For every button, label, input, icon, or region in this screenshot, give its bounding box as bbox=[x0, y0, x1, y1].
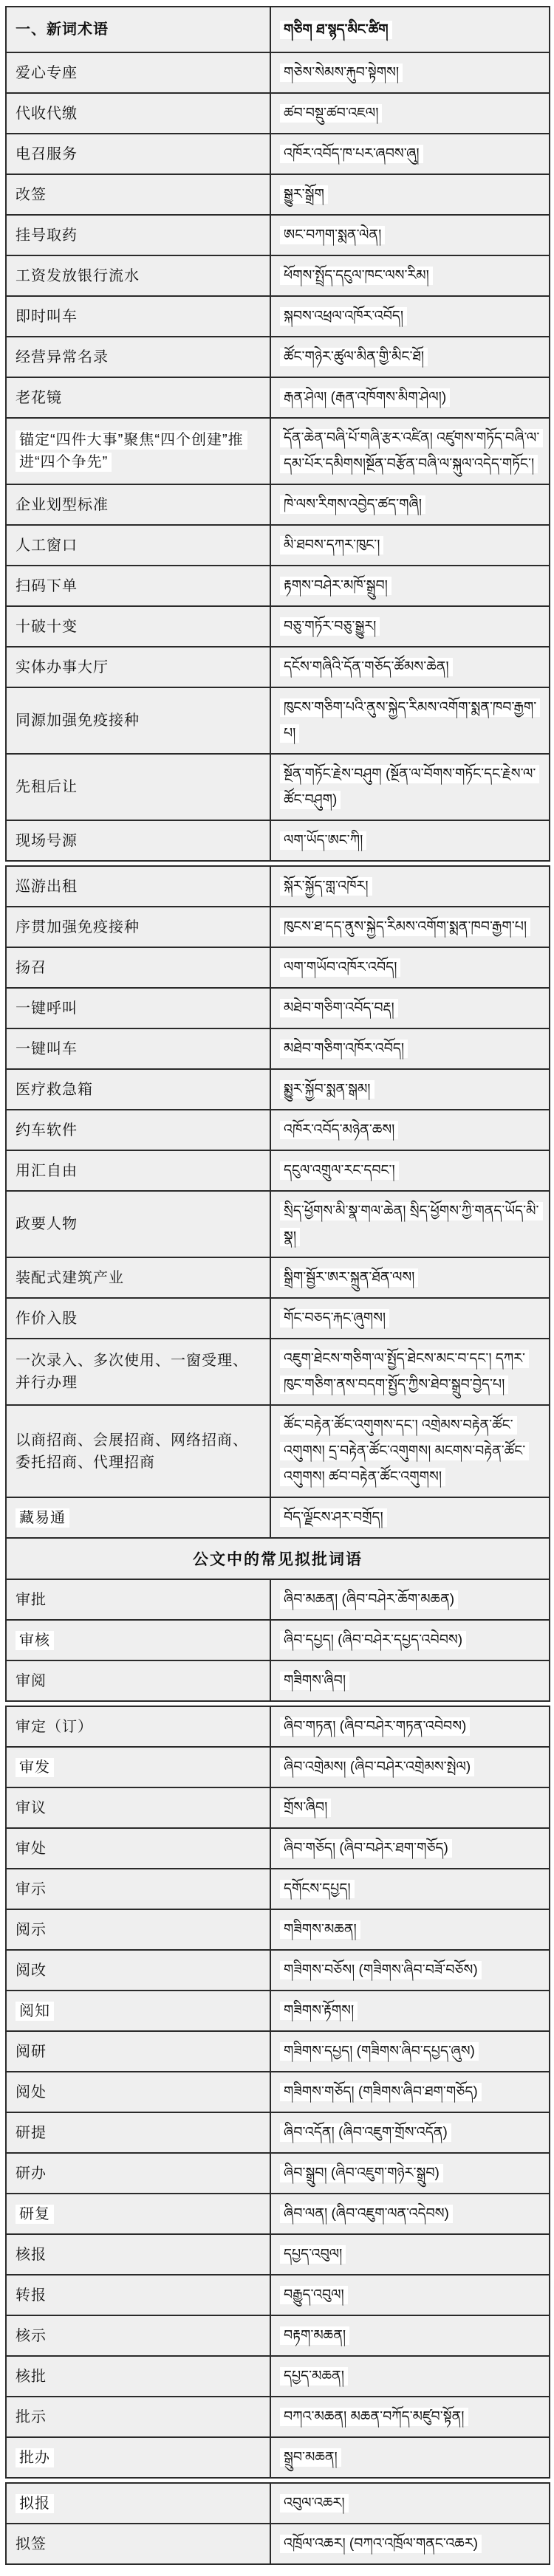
table-row bbox=[6, 1869, 550, 1909]
term-cell-chinese bbox=[6, 1909, 270, 1950]
table-row bbox=[6, 687, 550, 754]
term-cell-tibetan bbox=[270, 2234, 550, 2275]
glossary-table-draft-approval-terms bbox=[5, 1706, 550, 2479]
table-row bbox=[6, 1257, 550, 1298]
term-cell-tibetan bbox=[270, 1069, 550, 1110]
chinese-term: 批办 bbox=[16, 2448, 54, 2467]
chinese-term: 工资发放银行流水 bbox=[16, 267, 140, 284]
tibetan-translation: ཁེ་ལས་རིགས་འབྱེད་ཚད་གཞི། bbox=[280, 495, 425, 514]
term-cell-tibetan bbox=[270, 1339, 550, 1405]
term-cell-chinese bbox=[6, 2153, 270, 2194]
chinese-term: 序贯加强免疫接种 bbox=[16, 918, 140, 935]
tibetan-translation: ལག་ཡོད་ཨང་ཀི། bbox=[280, 831, 366, 850]
table-row bbox=[6, 134, 550, 174]
term-cell-tibetan bbox=[270, 1257, 550, 1298]
tibetan-translation: དངུལ་འགྲུལ་རང་དབང་། bbox=[280, 1161, 399, 1180]
chinese-term: 审示 bbox=[16, 1881, 47, 1897]
table-row bbox=[6, 525, 550, 566]
tibetan-translation: དགོངས་དཔྱད། bbox=[280, 1880, 355, 1898]
tibetan-translation: འཁོར་འབོད་མཉེན་ཆས། bbox=[280, 1121, 398, 1139]
term-cell-tibetan bbox=[270, 1028, 550, 1069]
tibetan-translation: གཟིགས་གཅོད། (གཟིགས་ཞིབ་ཐག་གཅོད) bbox=[280, 2083, 482, 2101]
term-cell-tibetan bbox=[270, 1298, 550, 1339]
chinese-term: 先租后让 bbox=[16, 779, 78, 795]
chinese-term: 审核 bbox=[16, 1631, 54, 1650]
table-row bbox=[6, 2153, 550, 2194]
table-row bbox=[6, 1747, 550, 1787]
header-cell-chinese bbox=[6, 7, 270, 52]
chinese-term: 企业划型标准 bbox=[16, 496, 109, 513]
term-cell-chinese bbox=[6, 2112, 270, 2153]
tibetan-translation: གཅེས་སེམས་རྐུབ་སྟེགས། bbox=[280, 63, 403, 82]
column-title-tibetan: གཅིག ཐ་སྙད་མིང་ཚིག bbox=[280, 21, 392, 39]
term-cell-tibetan bbox=[270, 418, 550, 484]
table-row bbox=[6, 1991, 550, 2031]
term-cell-chinese bbox=[6, 484, 270, 525]
tibetan-translation: གཟིགས་ཞིབ། bbox=[280, 1672, 349, 1690]
term-cell-tibetan bbox=[270, 2524, 550, 2564]
term-cell-chinese bbox=[6, 2275, 270, 2315]
tibetan-translation: གཟིགས་དཔྱད། (གཟིགས་ཞིབ་དཔྱད་ཞུས) bbox=[280, 2042, 479, 2061]
tibetan-translation: སྒྲིག་སྦྱོར་ཨར་སྐྲུན་ཐོན་ལས། bbox=[280, 1268, 418, 1287]
tibetan-translation: ཞིབ་མཆན། (ཞིབ་བཤེར་ཆོག་མཆན) bbox=[280, 1590, 458, 1609]
term-cell-chinese bbox=[6, 1747, 270, 1787]
term-cell-chinese bbox=[6, 2483, 270, 2524]
term-cell-chinese bbox=[6, 866, 270, 907]
table-row bbox=[6, 947, 550, 988]
table-row bbox=[6, 52, 550, 93]
tibetan-translation: ཞིབ་སྒྲུབ། (ཞིབ་འཇུག་གཉེར་སྒྲུབ) bbox=[280, 2164, 443, 2182]
glossary-tables bbox=[5, 6, 550, 2565]
tibetan-translation: བརྟག་མཆན། bbox=[280, 2326, 349, 2345]
term-cell-tibetan bbox=[270, 1660, 550, 1701]
term-cell-chinese bbox=[6, 1405, 270, 1497]
term-cell-chinese bbox=[6, 525, 270, 566]
term-cell-chinese bbox=[6, 1787, 270, 1828]
tibetan-translation: སྨྱུར་སྐྱོབ་སྨན་སྒམ། bbox=[280, 1080, 375, 1099]
term-cell-tibetan bbox=[270, 1110, 550, 1150]
chinese-term: 核报 bbox=[16, 2246, 47, 2263]
chinese-term: 阅研 bbox=[16, 2043, 47, 2060]
chinese-term: 锚定“四件大事”聚焦“四个创建”推进“四个争先” bbox=[16, 430, 247, 472]
chinese-term: 审阅 bbox=[16, 1672, 47, 1689]
term-cell-tibetan bbox=[270, 93, 550, 134]
table-row bbox=[6, 1298, 550, 1339]
term-cell-tibetan bbox=[270, 606, 550, 647]
table-row bbox=[6, 2072, 550, 2112]
table-row bbox=[6, 1828, 550, 1869]
column-title-chinese: 一、新词术语 bbox=[16, 21, 109, 38]
term-cell-chinese bbox=[6, 1069, 270, 1110]
term-cell-chinese bbox=[6, 93, 270, 134]
term-cell-chinese bbox=[6, 2315, 270, 2356]
tibetan-translation: ལག་གཡོབ་འཁོར་འབོད། bbox=[280, 958, 400, 977]
term-cell-chinese bbox=[6, 2234, 270, 2275]
chinese-term: 即时叫车 bbox=[16, 308, 78, 325]
chinese-term: 同源加强免疫接种 bbox=[16, 712, 140, 729]
chinese-term: 研办 bbox=[16, 2165, 47, 2182]
term-cell-chinese bbox=[6, 1950, 270, 1991]
tibetan-translation: མི་ཐབས་དཀར་ཁུང་། bbox=[280, 536, 383, 554]
section-title: 公文中的常见拟批词语 bbox=[193, 1551, 363, 1568]
term-cell-chinese bbox=[6, 2524, 270, 2564]
term-cell-chinese bbox=[6, 566, 270, 606]
table-row bbox=[6, 2524, 550, 2564]
term-cell-chinese bbox=[6, 1991, 270, 2031]
table-row bbox=[6, 484, 550, 525]
term-cell-chinese bbox=[6, 1828, 270, 1869]
table-row bbox=[6, 1069, 550, 1110]
tibetan-translation: ཨང་བཀག་སྨན་ལེན། bbox=[280, 226, 385, 244]
term-cell-tibetan bbox=[270, 525, 550, 566]
chinese-term: 一键呼叫 bbox=[16, 1000, 78, 1017]
term-cell-chinese bbox=[6, 255, 270, 296]
table-row bbox=[6, 1950, 550, 1991]
chinese-term: 转报 bbox=[16, 2287, 47, 2304]
table-row bbox=[6, 866, 550, 907]
tibetan-translation: འཇུག་ཐེངས་གཅིག་ལ་སྤྱོད་ཐེངས་མང་བ་དང་། དཀར་ཁུང་གཅིག་ནས་བདག་སྤྱོད་ཀྱིས་ཐེབ་སྒྲུབ་བྱེད་པ། bbox=[280, 1350, 529, 1394]
term-cell-tibetan bbox=[270, 1706, 550, 1747]
term-cell-tibetan bbox=[270, 2031, 550, 2072]
section-header-row bbox=[6, 1538, 550, 1579]
chinese-term: 经营异常名录 bbox=[16, 348, 109, 365]
chinese-term: 审批 bbox=[16, 1591, 47, 1608]
chinese-term: 审议 bbox=[16, 1799, 47, 1816]
term-cell-tibetan bbox=[270, 2356, 550, 2397]
term-cell-tibetan bbox=[270, 2072, 550, 2112]
tibetan-translation: དཔྱད་མཆན། bbox=[280, 2367, 348, 2386]
table-row bbox=[6, 907, 550, 947]
tibetan-translation: ཞིབ་ལན། (ཞིབ་འཇུག་ལན་འདེབས) bbox=[280, 2205, 453, 2223]
term-cell-chinese bbox=[6, 988, 270, 1028]
table-row bbox=[6, 93, 550, 134]
term-cell-tibetan bbox=[270, 1869, 550, 1909]
term-cell-tibetan bbox=[270, 337, 550, 377]
chinese-term: 审定（订） bbox=[16, 1718, 93, 1735]
table-row bbox=[6, 988, 550, 1028]
tibetan-translation: གྲོས་ཞིབ། bbox=[280, 1799, 331, 1817]
term-cell-chinese bbox=[6, 1497, 270, 1538]
tibetan-translation: བརྒྱུད་འབུལ། bbox=[280, 2286, 348, 2304]
term-cell-chinese bbox=[6, 418, 270, 484]
tibetan-translation: སྐབས་འཕྲལ་འཁོར་འབོད། bbox=[280, 307, 407, 326]
chinese-term: 爱心专座 bbox=[16, 64, 78, 81]
term-cell-tibetan bbox=[270, 2153, 550, 2194]
term-cell-tibetan bbox=[270, 988, 550, 1028]
table-row bbox=[6, 1909, 550, 1950]
tibetan-translation: དཔྱད་འབུལ། bbox=[280, 2245, 346, 2264]
chinese-term: 拟报 bbox=[16, 2494, 54, 2513]
term-cell-tibetan bbox=[270, 1497, 550, 1538]
term-cell-chinese bbox=[6, 1028, 270, 1069]
tibetan-translation: འཁོར་འབོད་ཁ་པར་ཞབས་ཞུ། bbox=[280, 145, 423, 163]
term-cell-chinese bbox=[6, 1620, 270, 1660]
term-cell-tibetan bbox=[270, 2194, 550, 2234]
term-cell-tibetan bbox=[270, 820, 550, 861]
chinese-term: 以商招商、会展招商、网络招商、委托招商、代理招商 bbox=[16, 1432, 248, 1471]
table-row bbox=[6, 1028, 550, 1069]
term-cell-tibetan bbox=[270, 134, 550, 174]
table-row bbox=[6, 1787, 550, 1828]
tibetan-translation: གཟིགས་རྟོགས། bbox=[280, 2002, 358, 2020]
chinese-term: 核批 bbox=[16, 2368, 47, 2385]
term-cell-chinese bbox=[6, 1257, 270, 1298]
term-cell-tibetan bbox=[270, 2112, 550, 2153]
term-cell-tibetan bbox=[270, 647, 550, 687]
chinese-term: 研提 bbox=[16, 2124, 47, 2141]
term-cell-tibetan bbox=[270, 1787, 550, 1828]
term-cell-tibetan bbox=[270, 2397, 550, 2437]
tibetan-translation: འཁྲོལ་འཆར། (བཀའ་འཁྲོལ་གནང་འཆར) bbox=[280, 2535, 482, 2553]
table-row bbox=[6, 1150, 550, 1191]
table-row bbox=[6, 1620, 550, 1660]
tibetan-translation: གཟིགས་མཆན། bbox=[280, 1920, 360, 1939]
chinese-term: 藏易通 bbox=[16, 1508, 69, 1528]
term-cell-tibetan bbox=[270, 566, 550, 606]
term-cell-chinese bbox=[6, 754, 270, 820]
chinese-term: 现场号源 bbox=[16, 832, 78, 849]
tibetan-translation: ཞིབ་གཏན། (ཞིབ་བཤེར་གཏན་འབེབས) bbox=[280, 1717, 470, 1736]
tibetan-translation: སྒྲུབ་མཆན། bbox=[280, 2448, 341, 2467]
term-cell-chinese bbox=[6, 647, 270, 687]
tibetan-translation: སྔོན་གཏོང་རྗེས་བཤུག (སྔོན་ལ་བོགས་གཏོང་དང་རྗེས་ལ་ཚོང་བཤུག) bbox=[280, 765, 539, 809]
term-cell-chinese bbox=[6, 907, 270, 947]
term-cell-chinese bbox=[6, 687, 270, 754]
term-cell-chinese bbox=[6, 820, 270, 861]
tibetan-translation: གཟིགས་བཅོས། (གཟིགས་ཞིབ་བཟོ་བཅོས) bbox=[280, 1961, 482, 1979]
term-cell-chinese bbox=[6, 2397, 270, 2437]
table-row bbox=[6, 1660, 550, 1701]
tibetan-translation: གོང་བཅད་རྐང་ཞུགས། bbox=[280, 1309, 389, 1328]
term-cell-chinese bbox=[6, 1579, 270, 1620]
term-cell-tibetan bbox=[270, 1620, 550, 1660]
chinese-term: 作价入股 bbox=[16, 1310, 78, 1327]
term-cell-tibetan bbox=[270, 754, 550, 820]
term-cell-tibetan bbox=[270, 296, 550, 337]
term-cell-chinese bbox=[6, 1706, 270, 1747]
term-cell-tibetan bbox=[270, 1405, 550, 1497]
term-cell-chinese bbox=[6, 2031, 270, 2072]
term-cell-chinese bbox=[6, 296, 270, 337]
column-header-row bbox=[6, 7, 550, 52]
chinese-term: 医疗救急箱 bbox=[16, 1081, 93, 1098]
tibetan-translation: ཚོང་བརྟེན་ཚོང་འགུགས་དང་། འགྲེམས་བརྟེན་ཚོང་འགུགས། དྲ་བརྟེན་ཚོང་འགུགས། མངགས་བརྟེན་ཚོང་འགུགས། ཚབ་བརྟེན་ཚོང་འགུགས། bbox=[280, 1416, 529, 1486]
term-cell-tibetan bbox=[270, 215, 550, 255]
table-row bbox=[6, 255, 550, 296]
chinese-term: 实体办事大厅 bbox=[16, 659, 109, 676]
tibetan-translation: འབུལ་འཆར། bbox=[280, 2494, 349, 2513]
table-row bbox=[6, 1191, 550, 1257]
chinese-term: 拟签 bbox=[16, 2535, 47, 2552]
table-row bbox=[6, 1706, 550, 1747]
table-row bbox=[6, 754, 550, 820]
chinese-term: 老花镜 bbox=[16, 389, 62, 406]
term-cell-tibetan bbox=[270, 1747, 550, 1787]
chinese-term: 批示 bbox=[16, 2408, 47, 2425]
table-row bbox=[6, 174, 550, 215]
tibetan-translation: སྐོར་སྐྱོད་གླ་འཁོར། bbox=[280, 877, 372, 896]
chinese-term: 政要人物 bbox=[16, 1216, 78, 1232]
chinese-term: 一次录入、多次使用、一窗受理、并行办理 bbox=[16, 1353, 248, 1391]
term-cell-chinese bbox=[6, 2356, 270, 2397]
table-row bbox=[6, 215, 550, 255]
term-cell-chinese bbox=[6, 606, 270, 647]
term-cell-tibetan bbox=[270, 1579, 550, 1620]
chinese-term: 阅改 bbox=[16, 1962, 47, 1979]
tibetan-translation: བོད་ལྗོངས་ཤར་བགྲོད། bbox=[280, 1508, 387, 1527]
term-cell-chinese bbox=[6, 1298, 270, 1339]
table-row bbox=[6, 2234, 550, 2275]
tibetan-translation: དངོས་གཞིའི་དོན་གཅོད་ཚོམས་ཆེན། bbox=[280, 658, 453, 676]
tibetan-translation: ཁུངས་གཅིག་པའི་ནུས་སྐྱེད་རིམས་འགོག་སྨན་ཁབ་རྒྱག་པ། bbox=[280, 698, 540, 743]
tibetan-translation: མཐེབ་གཅིག་འཁོར་འབོད། bbox=[280, 1040, 408, 1058]
term-cell-chinese bbox=[6, 1660, 270, 1701]
tibetan-translation: ཚབ་བསྡུ་ཚབ་འཇལ། bbox=[280, 104, 382, 123]
term-cell-chinese bbox=[6, 2072, 270, 2112]
term-cell-tibetan bbox=[270, 52, 550, 93]
tibetan-translation: ཞིབ་གཅོད། (ཞིབ་བཤེར་ཐག་གཅོད) bbox=[280, 1839, 452, 1858]
term-cell-tibetan bbox=[270, 255, 550, 296]
chinese-term: 阅处 bbox=[16, 2084, 47, 2101]
term-cell-tibetan bbox=[270, 1150, 550, 1191]
chinese-term: 人工窗口 bbox=[16, 537, 78, 554]
table-row bbox=[6, 2112, 550, 2153]
tibetan-translation: བཅུ་གཏོར་བཅུ་སྒྱུར། bbox=[280, 617, 380, 636]
term-cell-tibetan bbox=[270, 1909, 550, 1950]
table-row bbox=[6, 2275, 550, 2315]
term-cell-chinese bbox=[6, 134, 270, 174]
table-row bbox=[6, 2315, 550, 2356]
table-row bbox=[6, 337, 550, 377]
table-row bbox=[6, 2483, 550, 2524]
table-row bbox=[6, 647, 550, 687]
chinese-term: 改签 bbox=[16, 186, 47, 203]
table-row bbox=[6, 820, 550, 861]
term-cell-tibetan bbox=[270, 2275, 550, 2315]
tibetan-translation: བཀའ་མཆན། མཆན་བཀོད་མཛུབ་སྟོན། bbox=[280, 2408, 468, 2426]
table-row bbox=[6, 1405, 550, 1497]
term-cell-tibetan bbox=[270, 2315, 550, 2356]
tibetan-translation: ཁུངས་ཐ་དད་ནུས་སྐྱེད་རིམས་འགོག་སྨན་ཁབ་རྒྱག་པ། bbox=[280, 918, 530, 936]
chinese-term: 电召服务 bbox=[16, 145, 78, 162]
tibetan-translation: ཞིབ་འགྲེམས། (ཞིབ་བཤེར་འགྲེམས་སྤེལ) bbox=[280, 1758, 474, 1776]
term-cell-chinese bbox=[6, 52, 270, 93]
term-cell-tibetan bbox=[270, 907, 550, 947]
glossary-table-new-terms-part-1 bbox=[5, 6, 550, 862]
chinese-term: 扫码下单 bbox=[16, 577, 78, 594]
table-row bbox=[6, 2397, 550, 2437]
term-cell-chinese bbox=[6, 174, 270, 215]
term-cell-tibetan bbox=[270, 687, 550, 754]
table-row bbox=[6, 377, 550, 418]
term-cell-chinese bbox=[6, 215, 270, 255]
table-row bbox=[6, 296, 550, 337]
tibetan-translation: དོན་ཆེན་བཞི་པོ་གཞི་རྩར་འཛིན། འཛུགས་གཏོད་བཞི་ལ་དམ་པོར་དམིགས།སྔོན་བརྩོན་བཞི་ལ་སྐུལ་འདེད་གཏོང་། bbox=[280, 429, 543, 473]
chinese-term: 挂号取药 bbox=[16, 227, 78, 244]
term-cell-tibetan bbox=[270, 484, 550, 525]
term-cell-tibetan bbox=[270, 1950, 550, 1991]
chinese-term: 用汇自由 bbox=[16, 1162, 78, 1179]
table-row bbox=[6, 1339, 550, 1405]
term-cell-chinese bbox=[6, 337, 270, 377]
table-row bbox=[6, 2031, 550, 2072]
term-cell-tibetan bbox=[270, 1991, 550, 2031]
tibetan-translation: རྒན་ཤེལ། (རྒན་འཁོགས་མིག་ཤེལ།) bbox=[280, 388, 450, 407]
term-cell-chinese bbox=[6, 1339, 270, 1405]
chinese-term: 装配式建筑产业 bbox=[16, 1269, 124, 1286]
section-header-cell bbox=[6, 1538, 550, 1579]
chinese-term: 阅知 bbox=[16, 2002, 54, 2021]
tibetan-translation: རྟགས་བཤེར་མཁོ་སྒྲུབ། bbox=[280, 577, 391, 595]
term-cell-chinese bbox=[6, 1110, 270, 1150]
chinese-term: 核示 bbox=[16, 2327, 47, 2344]
term-cell-chinese bbox=[6, 1869, 270, 1909]
term-cell-tibetan bbox=[270, 377, 550, 418]
term-cell-chinese bbox=[6, 1191, 270, 1257]
tibetan-translation: ཞིབ་འདོན། (ཞིབ་འཇུག་གྲོས་འདོན) bbox=[280, 2123, 451, 2142]
chinese-term: 研复 bbox=[16, 2205, 54, 2224]
chinese-term: 十破十变 bbox=[16, 618, 78, 635]
table-row bbox=[6, 1110, 550, 1150]
header-cell-tibetan bbox=[270, 7, 550, 52]
tibetan-translation: ཕོགས་སྤྲོད་དངུལ་ཁང་ལས་རིམ། bbox=[280, 267, 433, 285]
chinese-term: 阅示 bbox=[16, 1921, 47, 1938]
chinese-term: 审处 bbox=[16, 1840, 47, 1857]
chinese-term: 一键叫车 bbox=[16, 1040, 78, 1057]
table-row bbox=[6, 566, 550, 606]
chinese-term: 巡游出租 bbox=[16, 878, 78, 895]
table-row bbox=[6, 606, 550, 647]
tibetan-translation: མཐེབ་གཅིག་འབོད་བརྡ། bbox=[280, 999, 398, 1017]
term-cell-chinese bbox=[6, 1150, 270, 1191]
term-cell-tibetan bbox=[270, 174, 550, 215]
tibetan-translation: སྲིད་ཕྱོགས་མི་སྣ་གལ་ཆེན། སྲིད་ཕྱོགས་ཀྱི་གནད་ཡོད་མི་སྣ། bbox=[280, 1202, 543, 1246]
term-cell-chinese bbox=[6, 377, 270, 418]
term-cell-chinese bbox=[6, 947, 270, 988]
table-row bbox=[6, 1497, 550, 1538]
chinese-term: 扬召 bbox=[16, 959, 47, 976]
term-cell-tibetan bbox=[270, 947, 550, 988]
term-cell-tibetan bbox=[270, 1191, 550, 1257]
table-row bbox=[6, 2194, 550, 2234]
term-cell-tibetan bbox=[270, 1828, 550, 1869]
tibetan-translation: ཚོང་གཉེར་ཚུལ་མིན་གྱི་མིང་ཐོ། bbox=[280, 348, 428, 366]
term-cell-tibetan bbox=[270, 866, 550, 907]
chinese-term: 代收代缴 bbox=[16, 105, 78, 122]
term-cell-chinese bbox=[6, 2194, 270, 2234]
tibetan-translation: སྒྱུར་སྒྲོག bbox=[280, 185, 328, 204]
table-row bbox=[6, 418, 550, 484]
glossary-table-draft-report-terms bbox=[5, 2482, 550, 2565]
chinese-term: 审发 bbox=[16, 1758, 54, 1777]
tibetan-translation: ཞིབ་དཔྱད། (ཞིབ་བཤེར་དཔྱད་འབེབས) bbox=[280, 1631, 466, 1649]
term-cell-tibetan bbox=[270, 2483, 550, 2524]
table-row bbox=[6, 1579, 550, 1620]
glossary-table-new-terms-part-2 bbox=[5, 865, 550, 1702]
chinese-term: 约车软件 bbox=[16, 1122, 78, 1138]
table-row bbox=[6, 2356, 550, 2397]
